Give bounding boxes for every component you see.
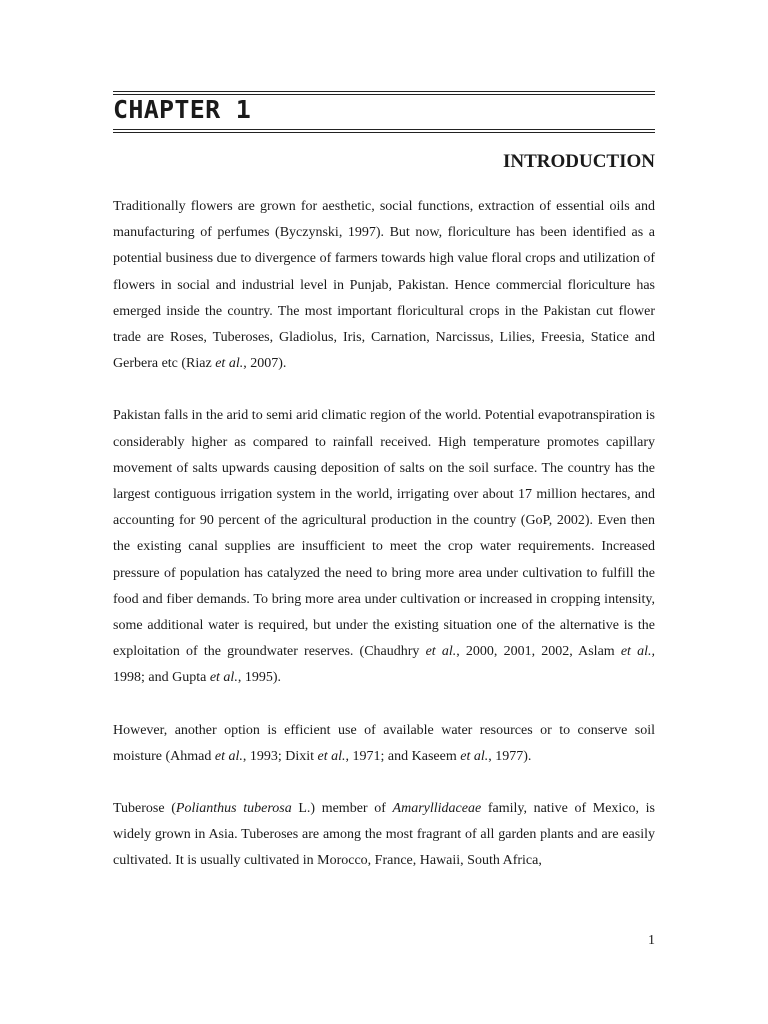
text-run: , 2007). — [243, 356, 287, 372]
italic-text: Polianthus tuberosa — [175, 801, 292, 817]
text-run: , 1993; Dixit — [242, 748, 318, 764]
text-run: L.) member of — [291, 801, 393, 817]
paragraph — [113, 194, 655, 377]
top-rule — [113, 91, 655, 92]
body-text — [113, 194, 655, 875]
chapter-heading: CHAPTER 1 — [113, 95, 252, 124]
text-run: Tuberose ( — [113, 801, 176, 817]
bottom-rule-inner — [113, 129, 655, 130]
text-run: 1998; and Gupta — [113, 670, 210, 686]
text-run: , 1971; and Kaseem — [345, 748, 461, 764]
text-run: Pakistan falls in the arid to semi arid climatic region of the world. Potential evapotranspiration is considerably higher as compared to rainfall received. High temperature promotes capillary movement of salts upwards causing deposition of salts on the soil surface. The country has the largest contiguous irrigation system in the world, irrigating over about 17 million hectares, and accounting for 90 percent of the agricultural production in the country (GoP, 2002). Even then the existing canal supplies are insufficient to meet the crop water requirements. Increased pressure of population has catalyzed the need to bring more area under cultivation to fulfill the food and fiber demands. To bring more area under cultivation or increased in cropping intensity, some additional water is required, but under the existing situation one of the alternative is the exploitation of the groundwater reserves. (Chaudhry — [113, 408, 655, 660]
text-run: However, another option is efficient use of available water resources or to conserve soil moisture (Ahmad — [113, 722, 655, 764]
italic-text: et al. — [209, 670, 238, 686]
text-run: family, native of Mexico, is widely grown in Asia. Tuberoses are among the most fragrant of all garden plants and are easily cultivated. It is usually cultivated in Morocco, France, Hawaii, South Africa, — [113, 801, 655, 869]
page-number: 1 — [648, 933, 655, 948]
italic-text: et al. — [214, 748, 243, 764]
italic-text: et al. — [460, 748, 489, 764]
italic-text: Amaryllidaceae — [392, 801, 482, 817]
paragraph — [113, 718, 655, 770]
text-run: Traditionally flowers are grown for aesthetic, social functions, extraction of essential oils and manufacturing of perfumes (Byczynski, 1997). But now, floriculture has been identified as a potential business due to divergence of farmers towards high value floral crops and utilization of flowers in social and industrial level in Punjab, Pakistan. Hence commercial floriculture has emerged inside the country. The most important floricultural crops in the Pakistan cut flower trade are Roses, Tuberoses, Gladiolus, Iris, Carnation, Narcissus, Lilies, Freesia, Statice and Gerbera etc (Riaz — [113, 199, 655, 372]
text-run: , 2000, 2001, 2002, Aslam — [456, 644, 621, 660]
italic-text: et al. — [425, 644, 457, 660]
section-heading: INTRODUCTION — [502, 151, 655, 172]
bottom-rule — [113, 132, 655, 133]
italic-text: et al. — [317, 748, 346, 764]
italic-text: et al. — [215, 356, 244, 372]
text-run: , 1977). — [488, 748, 532, 764]
italic-text: et al., — [620, 644, 655, 660]
paragraph — [113, 796, 655, 875]
paragraph — [113, 403, 655, 691]
text-run: , 1995). — [237, 670, 281, 686]
